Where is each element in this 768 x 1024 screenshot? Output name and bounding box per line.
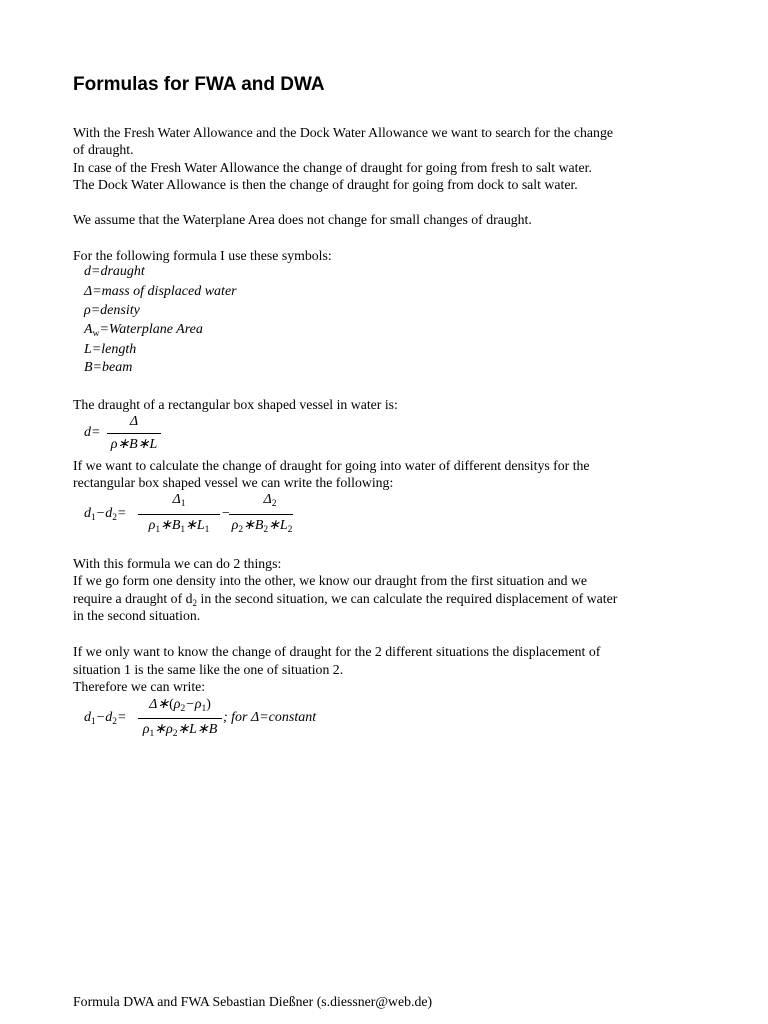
assumption-text: We assume that the Waterplane Area does not change for small changes of draught.: [73, 212, 532, 227]
equation-constant-displacement: [84, 696, 354, 742]
page-title: Formulas for FWA and DWA: [73, 74, 325, 95]
intro-line-1: With the Fresh Water Allowance and the Dock Water Allowance we want to search for the change: [73, 125, 613, 140]
fraction-bar: [107, 433, 161, 434]
equation-lhs: d=: [84, 425, 101, 440]
intro-line-2: of draught.: [73, 142, 134, 157]
only-change-line-2: situation 1 is the same like the one of situation 2.: [73, 662, 344, 677]
symbol-waterplane-area: $A_w=Waterplane$ Area: [84, 322, 203, 339]
denominator-2: $\rho_2∗B_2∗L_2$: [231, 518, 293, 535]
intro-line-4: The Dock Water Allowance is then the change of draught for going from dock to salt water.: [73, 177, 578, 192]
denominator-1: $\rho_1∗B_1∗L_1$: [148, 518, 210, 535]
two-things-line-4: in the second situation.: [73, 608, 201, 623]
two-things-line-1: With this formula we can do 2 things:: [73, 556, 282, 571]
fraction-bar-2: [229, 514, 293, 515]
change-line-1: If we want to calculate the change of draught for going into water of different densitys for the: [73, 458, 590, 473]
only-change-line-1: If we only want to know the change of draught for the 2 different situations the displacement of: [73, 644, 601, 659]
numerator-2: $\Delta_2$: [263, 492, 277, 509]
denominator: $\rho_1∗\rho_2∗L∗B$: [142, 722, 218, 739]
only-change-line-3: Therefore we can write:: [73, 679, 206, 694]
equation-lhs: $d_1-d_2=$: [84, 710, 127, 727]
fraction-bar-1: [138, 514, 220, 515]
symbol-beam: B=beam: [84, 360, 133, 375]
equation-lhs: $d_1-d_2=$: [84, 506, 127, 523]
two-things-line-2: If we go form one density into the other, we know our draught from the first situation and we: [73, 573, 588, 588]
minus-sign: −: [221, 506, 231, 521]
change-line-2: rectangular box shaped vessel we can write the following:: [73, 475, 394, 490]
two-things-line-3: require a draught of $d_2$ in the second situation, we can calculate the required displacement of water: [73, 591, 618, 608]
fraction-bar: [138, 718, 222, 719]
equation-denominator: ρ∗B∗L: [110, 437, 158, 452]
symbol-displacement: Δ=mass of displaced water: [84, 284, 237, 299]
page-footer: Formula DWA and FWA Sebastian Dießner (s.diessner@web.de): [73, 994, 433, 1009]
box-draught-intro: The draught of a rectangular box shaped vessel in water is:: [73, 397, 398, 412]
numerator: $\Delta∗(\rho_2-\rho_1)$: [149, 697, 211, 714]
numerator-1: $\Delta_1$: [172, 492, 186, 509]
intro-line-3: In case of the Fresh Water Allowance the change of draught for going from fresh to salt water.: [73, 160, 592, 175]
symbol-length: L=length: [84, 342, 137, 357]
equation-draught-change: [84, 492, 304, 538]
equation-condition: ; for Δ=constant: [223, 710, 317, 725]
equation-draught: [84, 414, 184, 454]
symbol-draught: d=draught: [84, 264, 145, 279]
symbols-heading: For the following formula I use these symbols:: [73, 248, 332, 263]
equation-numerator: Δ: [129, 414, 139, 429]
symbol-density: ρ=density: [84, 303, 140, 318]
